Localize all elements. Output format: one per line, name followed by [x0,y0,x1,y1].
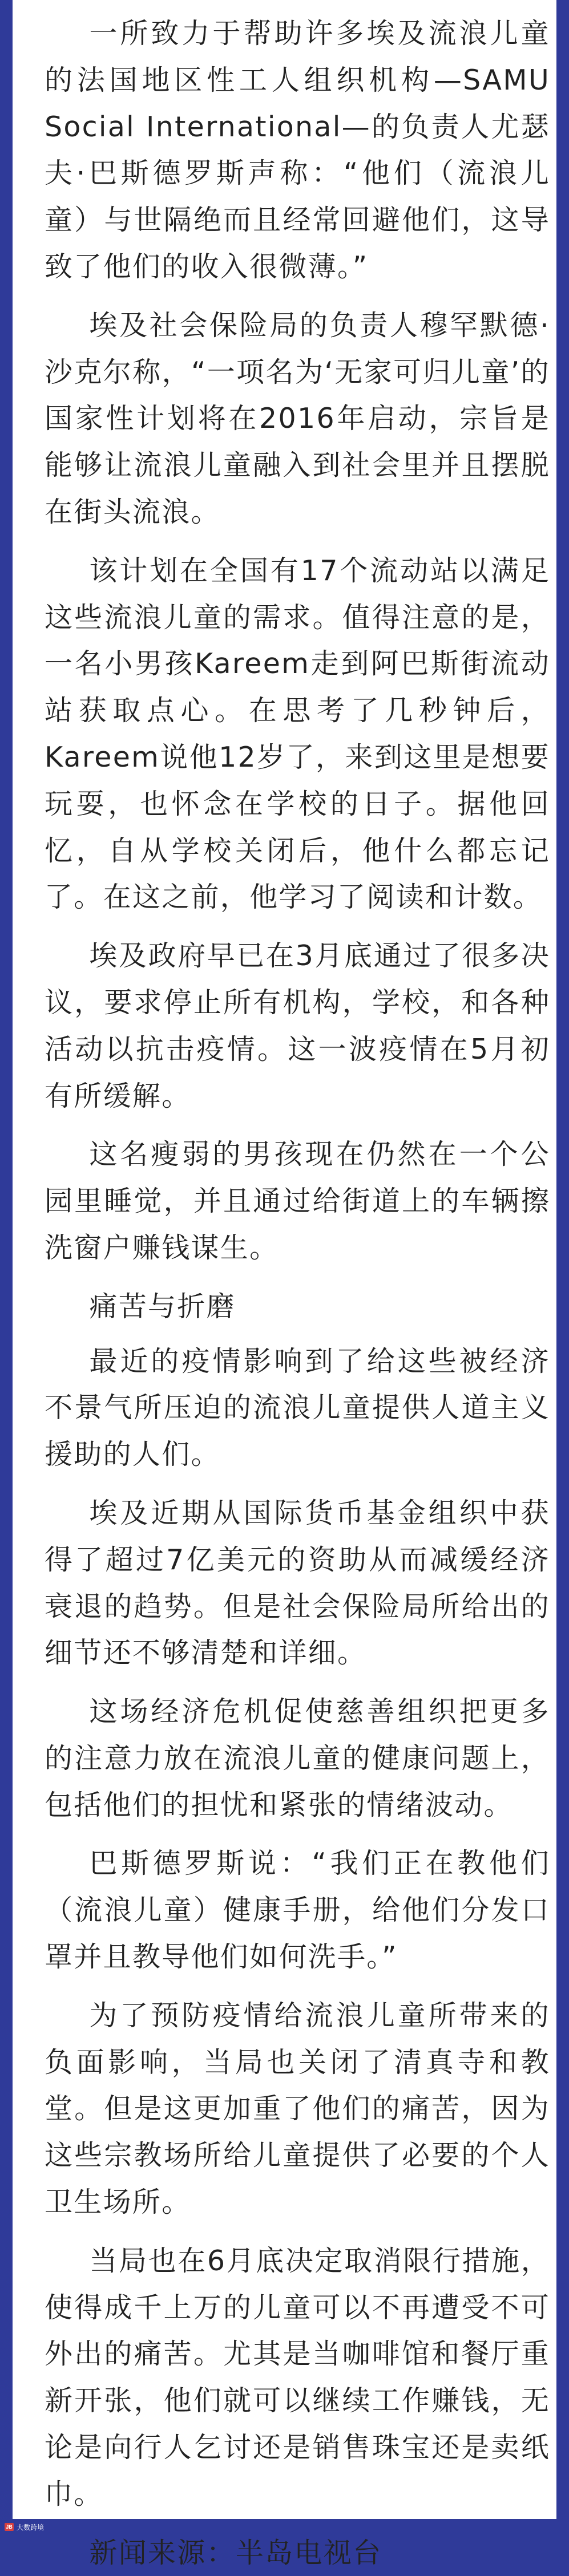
article-paragraph: 该计划在全国有17个流动站以满足这些流浪儿童的需求。值得注意的是，一名小男孩Kareem走到阿巴斯街流动站获取点心。在思考了几秒钟后，Kareem说他12岁了，来到这里是想要玩耍，也怀念在学校的日子。据他回忆，自从学校关闭后，他什么都忘记了。在这之前，他学习了阅读和计数。 [45,554,550,914]
article-paragraph: 埃及近期从国际货币基金组织中获得了超过7亿美元的资助从而减缓经济衰退的趋势。但是社会保险局所给出的细节还不够清楚和详细。 [45,1496,550,1670]
section-heading: 痛苦与折磨 [89,1290,236,1323]
article-paragraph: 这名瘦弱的男孩现在仍然在一个公园里睡觉，并且通过给街道上的车辆擦洗窗户赚钱谋生。 [45,1138,550,1264]
article-paragraph: 埃及政府早已在3月底通过了很多决议，要求停止所有机构，学校，和各种活动以抗击疫情。这一波疫情在5月初有所缓解。 [45,939,550,1112]
watermark-label: 大数跨境 [17,2523,45,2532]
news-source: 新闻来源：半岛电视台 [89,2536,382,2569]
article-paragraph: 埃及社会保险局的负责人穆罕默德·沙克尔称，“一项名为‘无家可归儿童’的国家性计划将在2016年启动，宗旨是能够让流浪儿童融入到社会里并且摆脱在街头流浪。 [45,309,550,528]
watermark [5,2522,44,2532]
watermark-logo-icon: JB [5,2523,14,2531]
article-paragraph: 这场经济危机促使慈善组织把更多的注意力放在流浪儿童的健康问题上，包括他们的担忧和紧张的情绪波动。 [45,1695,550,1821]
article-paragraph: 一所致力于帮助许多埃及流浪儿童的法国地区性工人组织机构—SAMU Social International—的负责人尤瑟夫·巴斯德罗斯声称：“他们（流浪儿童）与世隔绝而且经常回避他们，这导致了他们的收入很微薄。” [45,17,550,283]
article-paragraph: 当局也在6月底决定取消限行措施，使得成千上万的儿童可以不再遭受不可外出的痛苦。尤其是当咖啡馆和餐厅重新开张，他们就可以继续工作赚钱，无论是向行人乞讨还是销售珠宝还是卖纸巾。 [45,2244,550,2510]
article-paragraph: 为了预防疫情给流浪儿童所带来的负面影响，当局也关闭了清真寺和教堂。但是这更加重了他们的痛苦，因为这些宗教场所给儿童提供了必要的个人卫生场所。 [45,1999,550,2219]
article-body [45,10,550,2576]
article-paragraph: 最近的疫情影响到了给这些被经济不景气所压迫的流浪儿童提供人道主义援助的人们。 [45,1344,550,1471]
article-paragraph: 巴斯德罗斯说：“我们正在教他们（流浪儿童）健康手册，给他们分发口罩并且教导他们如何洗手。” [45,1847,550,1974]
